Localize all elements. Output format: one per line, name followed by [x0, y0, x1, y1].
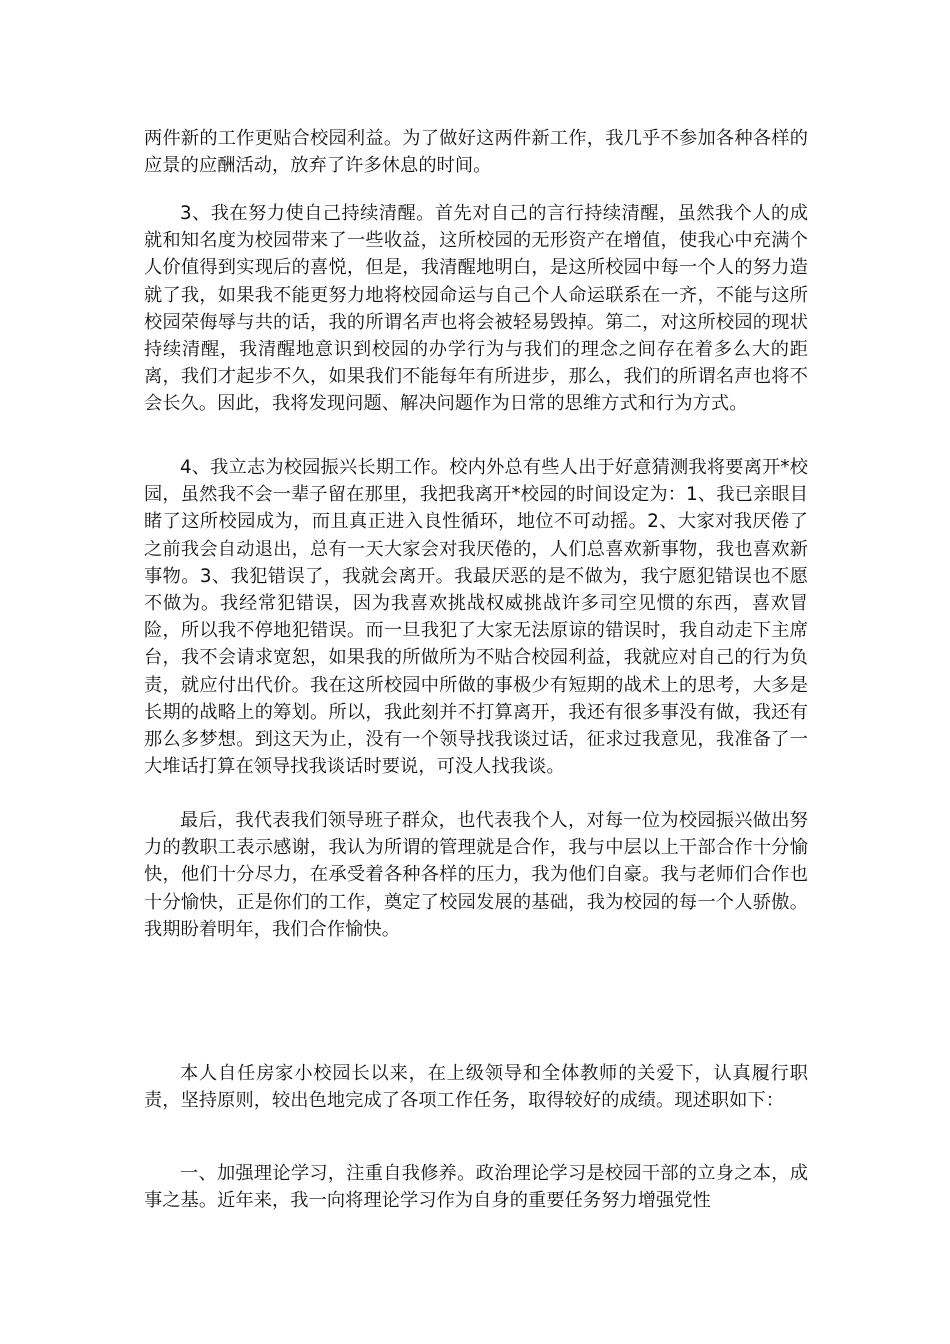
paragraph-point-3: 3、我在努力使自己持续清醒。首先对自己的言行持续清醒，虽然我个人的成就和知名度为校园带来了一些收益，这所校园的无形资产在增值，使我心中充满个人价值得到实现后的喜悦，但是，我清醒地明白，是这所校园中每一个人的努力造就了我，如果我不能更努力地将校园命运与自己个人命运联系在一齐，不能与这所校园荣侮辱与共的话，我的所谓名声也将会被轻易毁掉。第二，对这所校园的现状持续清醒，我清醒地意识到校园的办学行为与我们的理念之间存在着多么大的距离，我们才起步不久，如果我们不能每年有所进步，那么，我们的所谓名声也将不会长久。因此，我将发现问题、解决问题作为日常的思维方式和行为方式。	[144, 203, 808, 415]
paragraph-continuation: 两件新的工作更贴合校园利益。为了做好这两件新工作，我几乎不参加各种各样的应景的应酬活动，放弃了许多休息的时间。	[144, 128, 808, 177]
paragraph-section-1: 一、加强理论学习，注重自我修养。政治理论学习是校园干部的立身之本，成事之基。近年来，我一向将理论学习作为自身的重要任务努力增强党性	[144, 1163, 808, 1212]
paragraph-closing: 最后，我代表我们领导班子群众，也代表我个人，对每一位为校园振兴做出努力的教职工表示感谢，我认为所谓的管理就是合作，我与中层以上干部合作十分愉快，他们十分尽力，在承受着各种各样的压力，我为他们自豪。我与老师们合作也十分愉快，正是你们的工作，奠定了校园发展的基础，我为校园的每一个人骄傲。我期盼着明年，我们合作愉快。	[144, 810, 808, 940]
paragraph-intro: 本人自任房家小校园长以来，在上级领导和全体教师的关爱下，认真履行职责，坚持原则，较出色地完成了各项工作任务，取得较好的成绩。现述职如下：	[144, 1063, 808, 1112]
paragraph-point-4: 4、我立志为校园振兴长期工作。校内外总有些人出于好意猜测我将要离开*校园，虽然我不会一辈子留在那里，我把我离开*校园的时间设定为：1、我已亲眼目睹了这所校园成为，而且真正进入良性循环，地位不可动摇。2、大家对我厌倦了之前我会自动退出，总有一天大家会对我厌倦的，人们总喜欢新事物，我也喜欢新事物。3、我犯错误了，我就会离开。我最厌恶的是不做为，我宁愿犯错误也不愿不做为。我经常犯错误，因为我喜欢挑战权威挑战许多司空见惯的东西，喜欢冒险，所以我不停地犯错误。而一旦我犯了大家无法原谅的错误时，我自动走下主席台，我不会请求宽恕，如果我的所做所为不贴合校园利益，我就应对自己的行为负责，就应付出代价。我在这所校园中所做的事极少有短期的战术上的思考，大多是长期的战略上的筹划。所以，我此刻并不打算离开，我还有很多事没有做，我还有那么多梦想。到这天为止，没有一个领导找我谈过话，征求过我意见，我准备了一大堆话打算在领导找我谈话时要说，可没人找我谈。	[144, 457, 808, 778]
